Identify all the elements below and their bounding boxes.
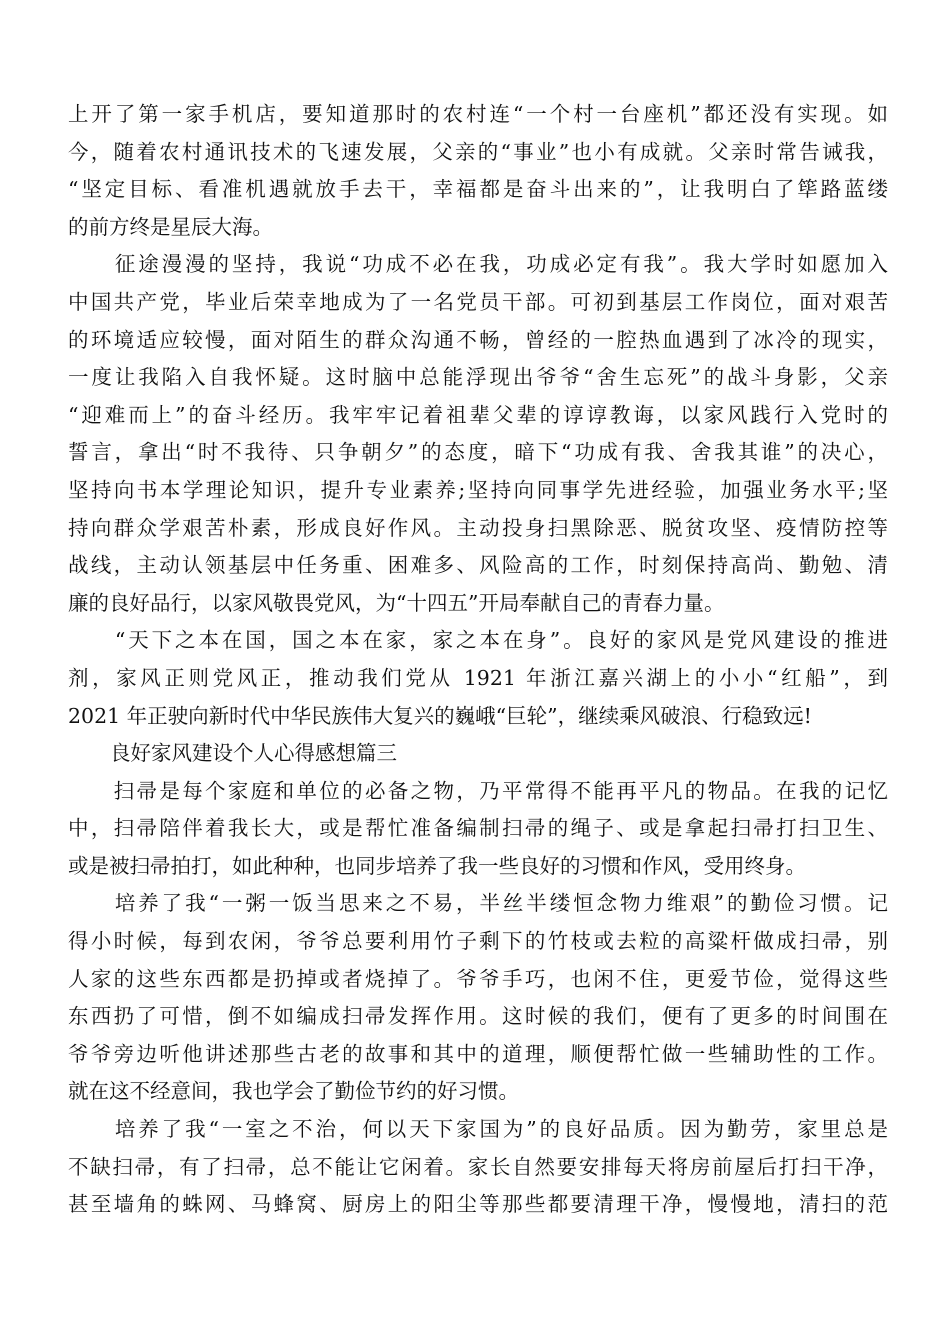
text-line: 甚至墙角的蛛网、马蜂窝、厨房上的阳尘等那些都要清理干净，慢慢地，清扫的范 xyxy=(68,1192,888,1217)
text-line: 人家的这些东西都是扔掉或者烧掉了。爷爷手巧，也闲不住，更爱节俭，觉得这些 xyxy=(68,966,888,991)
text-line: 就在这不经意间，我也学会了勤俭节约的好习惯。 xyxy=(68,1079,519,1104)
text-line: 剂，家风正则党风正，推动我们党从 1921 年浙江嘉兴湖上的小小“红船”，到 xyxy=(68,665,888,690)
paragraph-broom-intro xyxy=(68,773,888,886)
text-line: “迎难而上”的奋斗经历。我牢牢记着祖辈父辈的谆谆教诲，以家风践行入党时的 xyxy=(68,402,888,427)
text-line: “坚定目标、看准机遇就放手去干，幸福都是奋斗出来的”，让我明白了筚路蓝缕 xyxy=(68,177,888,202)
text-line: 不缺扫帚，有了扫帚，总不能让它闲着。家长自然要安排每天将房前屋后打扫干净， xyxy=(68,1154,888,1179)
text-line: 中，扫帚陪伴着我长大，或是帮忙准备编制扫帚的绳子、或是拿起扫帚打扫卫生、 xyxy=(68,816,888,841)
text-line: 中国共产党，毕业后荣幸地成为了一名党员干部。可初到基层工作岗位，面对艰苦 xyxy=(68,289,888,314)
text-line: 今，随着农村通讯技术的飞速发展，父亲的“事业”也小有成就。父亲时常告诫我， xyxy=(68,139,888,164)
text-line: 的前方终是星辰大海。 xyxy=(68,214,273,239)
text-line: 一度让我陷入自我怀疑。这时脑中总能浮现出爷爷“舍生忘死”的战斗身影，父亲 xyxy=(68,365,888,390)
text-line: 持向群众学艰苦朴素，形成良好作风。主动投身扫黑除恶、脱贫攻坚、疫情防控等 xyxy=(68,515,888,540)
text-line: 征途漫漫的坚持，我说“功成不必在我，功成必定有我”。我大学时如愿加入 xyxy=(68,252,888,277)
paragraph-family-values xyxy=(68,622,888,735)
text-line: 东西扔了可惜，倒不如编成扫帚发挥作用。这时候的我们，便有了更多的时间围在 xyxy=(68,1004,888,1029)
text-line: 或是被扫帚拍打，如此种种，也同步培养了我一些良好的习惯和作风，受用终身。 xyxy=(68,853,806,878)
text-line: 培养了我“一粥一饭当思来之不易，半丝半缕恒念物力维艰”的勤俭习惯。记 xyxy=(68,891,888,916)
text-line: 扫帚是每个家庭和单位的必备之物，乃平常得不能再平凡的物品。在我的记忆 xyxy=(68,778,888,803)
text-line: 得小时候，每到农闲，爷爷总要利用竹子剩下的竹枝或去粒的高粱杆做成扫帚，别 xyxy=(68,929,888,954)
text-line: 战线，主动认领基层中任务重、困难多、风险高的工作，时刻保持高尚、勤勉、清 xyxy=(68,553,888,578)
text-line: 2021 年正驶向新时代中华民族伟大复兴的巍峨“巨轮”，继续乘风破浪、行稳致远! xyxy=(68,703,812,728)
text-line: 誓言，拿出“时不我待、只争朝夕”的态度，暗下“功成有我、舍我其谁”的决心， xyxy=(68,440,888,465)
text-line: 培养了我“一室之不治，何以天下家国为”的良好品质。因为勤劳，家里总是 xyxy=(68,1117,888,1142)
section-heading: 良好家风建设个人心得感想篇三 xyxy=(110,741,397,766)
paragraph-father-business xyxy=(68,96,888,246)
text-line: 廉的良好品行，以家风敬畏党风，为“十四五”开局奉献自己的青春力量。 xyxy=(68,590,725,615)
paragraph-diligence xyxy=(68,1111,888,1224)
document-page xyxy=(68,96,888,1224)
text-line: “天下之本在国，国之本在家，家之本在身”。良好的家风是党风建设的推进 xyxy=(68,628,888,653)
paragraph-frugality xyxy=(68,885,888,1111)
text-line: 坚持向书本学理论知识，提升专业素养;坚持向同事学先进经验，加强业务水平;坚 xyxy=(68,477,888,502)
text-line: 上开了第一家手机店，要知道那时的农村连“一个村一台座机”都还没有实现。如 xyxy=(68,102,888,126)
paragraph-persistence xyxy=(68,246,888,622)
text-line: 的环境适应较慢，面对陌生的群众沟通不畅，曾经的一腔热血遇到了冰冷的现实， xyxy=(68,327,888,352)
text-line: 爷爷旁边听他讲述那些古老的故事和其中的道理，顺便帮忙做一些辅助性的工作。 xyxy=(68,1041,888,1066)
